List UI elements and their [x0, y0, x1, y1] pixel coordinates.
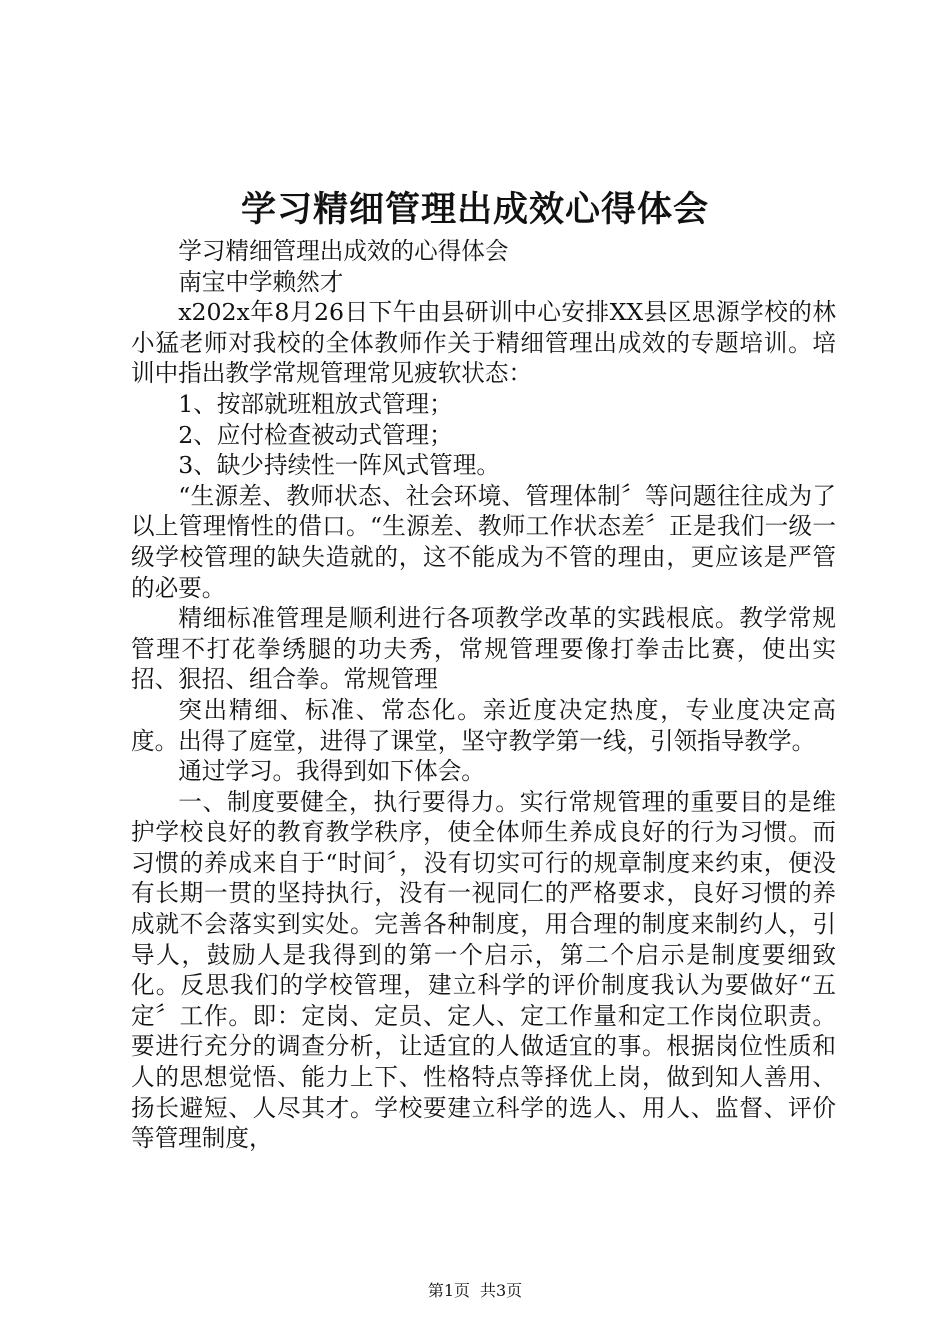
body-paragraph: 精细标准管理是顺利进行各项教学改革的实践根底。教学常规管理不打花拳绣腿的功夫秀，常规管理要像打拳击比赛，使出实招、狠招、组合拳。常规管理 — [131, 604, 836, 694]
document-body — [131, 236, 836, 1154]
page-footer — [0, 1281, 950, 1301]
document-title: 学习精细管理出成效心得体会 — [240, 189, 709, 230]
subtitle-paragraph: 学习精细管理出成效的心得体会 — [178, 237, 509, 265]
body-paragraph: x202x年8月26日下午由县研训中心安排XX县区思源学校的林小猛老师对我校的全体教师作关于精细管理出成效的专题培训。培训中指出教学常规管理常见疲软状态： — [131, 298, 836, 388]
author-paragraph: 南宝中学赖然才 — [178, 267, 344, 296]
page-number: 第1页 — [427, 1281, 470, 1300]
list-item: 2、应付检查被动式管理； — [178, 420, 453, 449]
page-total: 共3页 — [480, 1281, 523, 1300]
body-paragraph: “生源差、教师状态、社会环境、管理体制〞等问题往往成为了以上管理惰性的借口。“生源差、教师工作状态差〞正是我们一级一级学校管理的缺失造就的，这不能成为不管的理由，更应该是严管的必要。 — [131, 481, 836, 602]
body-paragraph: 通过学习。我得到如下体会。 — [178, 757, 485, 786]
list-item: 1、按部就班粗放式管理； — [178, 389, 453, 418]
list-item: 3、缺少持续性一阵风式管理。 — [178, 451, 500, 480]
body-paragraph: 一、制度要健全，执行要得力。实行常规管理的重要目的是维护学校良好的教育教学秩序，使全体师生养成良好的行为习惯。而习惯的养成来自于“时间〞，没有切实可行的规章制度来约束，便没有长期一贯的坚持执行，没有一视同仁的严格要求，良好习惯的养成就不会落实到实处。完善各种制度，用合理的制度来制约人，引导人，鼓励人是我得到的第一个启示，第二个启示是制度要细致化。反思我们的学校管理，建立科学的评价制度我认为要做好“五定〞工作。即：定岗、定员、定人、定工作量和定工作岗位职责。要进行充分的调查分析，让适宜的人做适宜的事。根据岗位性质和人的思想觉悟、能力上下、性格特点等择优上岗，做到知人善用、扬长避短、人尽其才。学校要建立科学的选人、用人、监督、评价等管理制度， — [131, 787, 836, 1153]
body-paragraph: 突出精细、标准、常态化。亲近度决定热度，专业度决定高度。出得了庭堂，进得了课堂，坚守教学第一线，引领指导教学。 — [131, 695, 836, 755]
